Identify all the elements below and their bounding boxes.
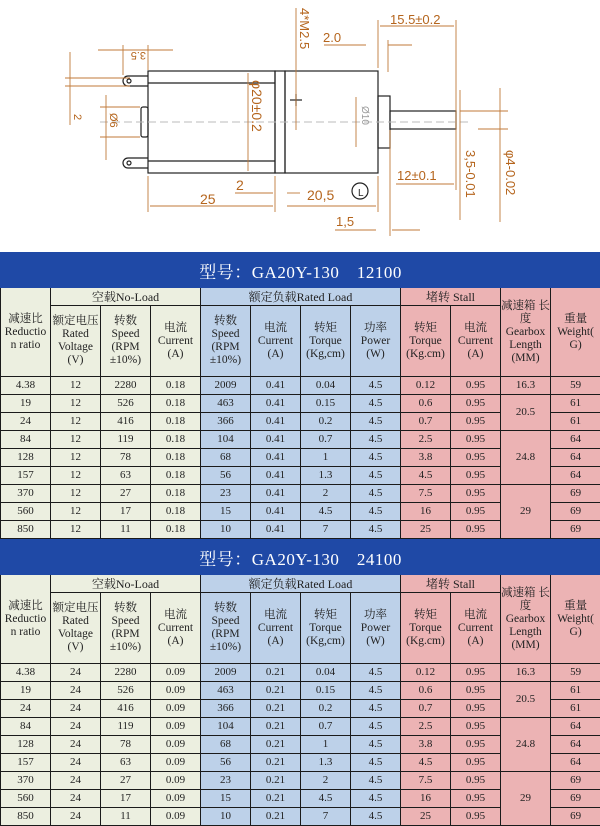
cell-voltage: 24 [51,790,101,808]
cell-rl-torque: 7 [301,808,351,826]
cell-rl-current: 0.41 [251,521,301,539]
cell-ratio: 84 [1,431,51,449]
cell-rl-speed: 23 [201,772,251,790]
table-row [1,772,600,790]
cell-st-torque: 25 [401,808,451,826]
header-nl-speed: 转数 Speed (RPM ±10%) [101,306,151,377]
dim-motor-length: 25 [200,191,216,207]
cell-nl-speed: 63 [101,754,151,772]
cell-weight: 69 [551,808,600,826]
cell-st-torque: 0.6 [401,682,451,700]
cell-voltage: 24 [51,772,101,790]
cell-rl-power: 4.5 [351,449,401,467]
cell-ratio: 850 [1,521,51,539]
spec-table-24v [0,539,600,826]
cell-st-torque: 4.5 [401,467,451,485]
cell-st-torque: 2.5 [401,431,451,449]
cell-nl-speed: 526 [101,682,151,700]
cell-rl-current: 0.21 [251,700,301,718]
cell-rl-torque: 1.3 [301,754,351,772]
cell-weight: 64 [551,467,600,485]
header-st-current: 电流 Current (A) [451,593,501,664]
header-reduction-ratio: 减速比 Reductio n ratio [1,288,51,377]
header-nl-current: 电流 Current (A) [151,593,201,664]
spec-table-12v [0,252,600,539]
cell-ratio: 157 [1,754,51,772]
cell-weight: 69 [551,485,600,503]
cell-voltage: 12 [51,503,101,521]
cell-rl-speed: 104 [201,718,251,736]
cell-st-torque: 16 [401,790,451,808]
technical-drawing-icon [0,0,600,252]
dim-flange-gap: 2.0 [323,30,341,45]
header-rl-torque: 转矩 Torque (Kg,cm) [301,306,351,377]
header-rated-voltage: 额定电压Rated Voltage (V) [51,306,101,377]
cell-weight: 69 [551,521,600,539]
dim-terminal-spacing: 3.5 [131,49,146,61]
table-body-24v [1,664,600,826]
cell-ratio: 128 [1,736,51,754]
cell-rl-torque: 0.04 [301,664,351,682]
cell-ratio: 128 [1,449,51,467]
dim-shaft-length: 12±0.1 [397,168,437,183]
cell-weight: 69 [551,503,600,521]
dim-boss-diameter: Ø6 [107,113,119,128]
cell-rl-power: 4.5 [351,700,401,718]
cell-nl-speed: 27 [101,485,151,503]
cell-rl-torque: 0.04 [301,377,351,395]
cell-nl-speed: 2280 [101,377,151,395]
cell-st-torque: 7.5 [401,485,451,503]
cell-voltage: 12 [51,467,101,485]
cell-rl-speed: 10 [201,808,251,826]
cell-rl-speed: 366 [201,700,251,718]
cell-voltage: 24 [51,718,101,736]
header-rl-current: 电流 Current (A) [251,593,301,664]
table-row [1,682,600,700]
cell-gearbox-length: 24.8 [501,431,551,485]
cell-rl-speed: 104 [201,431,251,449]
cell-ratio: 560 [1,790,51,808]
cell-voltage: 24 [51,700,101,718]
model-title-24v: 型号：GA20Y-130 24100 [1,540,600,575]
motor-dimension-drawing [0,0,600,252]
cell-rl-speed: 15 [201,790,251,808]
cell-rl-speed: 2009 [201,664,251,682]
cell-nl-current: 0.18 [151,485,201,503]
cell-ratio: 370 [1,772,51,790]
header-nl-speed: 转数 Speed (RPM ±10%) [101,593,151,664]
cell-rl-power: 4.5 [351,467,401,485]
cell-st-torque: 25 [401,521,451,539]
dim-shaft-flat: 3,5-0.01 [463,150,478,198]
cell-nl-speed: 17 [101,790,151,808]
cell-rl-torque: 1 [301,449,351,467]
cell-rl-power: 4.5 [351,718,401,736]
cell-weight: 61 [551,413,600,431]
cell-ratio: 850 [1,808,51,826]
cell-st-current: 0.95 [451,808,501,826]
cell-rl-torque: 0.15 [301,395,351,413]
cell-rl-power: 4.5 [351,503,401,521]
table-row [1,664,600,682]
cell-rl-current: 0.41 [251,413,301,431]
cell-rl-speed: 2009 [201,377,251,395]
cell-nl-current: 0.09 [151,754,201,772]
cell-voltage: 12 [51,485,101,503]
group-stall: 堵转 Stall [401,575,501,593]
cell-st-current: 0.95 [451,431,501,449]
cell-st-current: 0.95 [451,682,501,700]
header-rl-speed: 转数 Speed (RPM ±10%) [201,593,251,664]
cell-voltage: 12 [51,395,101,413]
cell-rl-current: 0.41 [251,485,301,503]
dim-terminal-offset: 2 [71,114,83,120]
cell-st-current: 0.95 [451,700,501,718]
cell-rl-power: 4.5 [351,485,401,503]
cell-nl-current: 0.18 [151,503,201,521]
cell-st-torque: 3.8 [401,449,451,467]
cell-rl-power: 4.5 [351,377,401,395]
cell-st-torque: 0.7 [401,700,451,718]
table-row [1,395,600,413]
cell-rl-torque: 1.3 [301,467,351,485]
cell-st-current: 0.95 [451,503,501,521]
header-rl-power: 功率 Power (W) [351,306,401,377]
cell-rl-torque: 2 [301,772,351,790]
cell-rl-current: 0.41 [251,449,301,467]
cell-rl-current: 0.41 [251,467,301,485]
cell-voltage: 24 [51,682,101,700]
cell-gearbox-length: 20.5 [501,395,551,431]
cell-voltage: 12 [51,431,101,449]
cell-voltage: 24 [51,754,101,772]
header-rl-power: 功率 Power (W) [351,593,401,664]
cell-nl-speed: 11 [101,808,151,826]
header-nl-current: 电流 Current (A) [151,306,201,377]
cell-rl-speed: 366 [201,413,251,431]
cell-rl-speed: 463 [201,682,251,700]
cell-nl-speed: 416 [101,700,151,718]
cell-nl-current: 0.09 [151,772,201,790]
cell-nl-speed: 2280 [101,664,151,682]
cell-weight: 64 [551,718,600,736]
cell-st-torque: 0.6 [401,395,451,413]
dim-mount-holes: 4*M2.5 [297,8,312,49]
cell-st-current: 0.95 [451,736,501,754]
dim-shaft-diameter: φ4-0.02 [503,150,518,195]
model-title-12v: 型号：GA20Y-130 12100 [1,253,600,288]
cell-rl-current: 0.41 [251,431,301,449]
cell-rl-speed: 15 [201,503,251,521]
cell-st-current: 0.95 [451,485,501,503]
cell-st-torque: 16 [401,503,451,521]
cell-rl-power: 4.5 [351,772,401,790]
header-st-torque: 转矩 Torque (Kg.cm) [401,593,451,664]
cell-st-torque: 7.5 [401,772,451,790]
cell-nl-speed: 27 [101,772,151,790]
cell-st-torque: 2.5 [401,718,451,736]
cell-rl-torque: 0.7 [301,718,351,736]
cell-nl-speed: 78 [101,449,151,467]
cell-weight: 64 [551,449,600,467]
cell-rl-current: 0.41 [251,395,301,413]
cell-rl-power: 4.5 [351,521,401,539]
cell-weight: 59 [551,377,600,395]
dim-gap-2: 2 [236,177,244,193]
cell-nl-current: 0.18 [151,521,201,539]
cell-rl-torque: 0.7 [301,431,351,449]
cell-ratio: 24 [1,413,51,431]
table-row [1,718,600,736]
cell-rl-current: 0.21 [251,772,301,790]
cell-nl-current: 0.09 [151,790,201,808]
cell-weight: 69 [551,790,600,808]
cell-rl-current: 0.21 [251,718,301,736]
cell-nl-speed: 63 [101,467,151,485]
cell-weight: 61 [551,395,600,413]
cell-ratio: 24 [1,700,51,718]
cell-nl-current: 0.09 [151,718,201,736]
cell-nl-speed: 17 [101,503,151,521]
cell-rl-torque: 2 [301,485,351,503]
header-st-torque: 转矩 Torque (Kg.cm) [401,306,451,377]
cell-rl-torque: 7 [301,521,351,539]
cell-rl-speed: 68 [201,736,251,754]
cell-rl-power: 4.5 [351,754,401,772]
cell-nl-current: 0.09 [151,736,201,754]
cell-gearbox-length: 29 [501,772,551,826]
cell-voltage: 12 [51,521,101,539]
cell-voltage: 24 [51,808,101,826]
cell-nl-current: 0.18 [151,413,201,431]
cell-weight: 59 [551,664,600,682]
header-rl-current: 电流 Current (A) [251,306,301,377]
cell-rl-power: 4.5 [351,395,401,413]
cell-rl-speed: 56 [201,754,251,772]
cell-rl-speed: 68 [201,449,251,467]
cell-st-current: 0.95 [451,395,501,413]
cell-nl-speed: 78 [101,736,151,754]
header-rl-speed: 转数 Speed (RPM ±10%) [201,306,251,377]
cell-ratio: 560 [1,503,51,521]
cell-st-current: 0.95 [451,790,501,808]
dim-shaft-total: 15.5±0.2 [390,12,441,27]
cell-gearbox-length: 29 [501,485,551,539]
cell-nl-current: 0.18 [151,431,201,449]
dim-output-boss: Ø10 [359,106,370,125]
cell-st-current: 0.95 [451,377,501,395]
header-gearbox-length: 减速箱 长度 Gearbox Length (MM) [501,288,551,377]
cell-ratio: 19 [1,682,51,700]
cell-rl-power: 4.5 [351,790,401,808]
cell-rl-torque: 4.5 [301,503,351,521]
cell-rl-current: 0.41 [251,377,301,395]
dim-boss-height: 1,5 [336,214,354,229]
header-reduction-ratio: 减速比 Reductio n ratio [1,575,51,664]
cell-st-current: 0.95 [451,772,501,790]
cell-st-torque: 0.7 [401,413,451,431]
cell-nl-current: 0.09 [151,682,201,700]
cell-st-current: 0.95 [451,521,501,539]
cell-nl-current: 0.09 [151,700,201,718]
cell-rl-current: 0.21 [251,808,301,826]
cell-weight: 64 [551,754,600,772]
cell-st-current: 0.95 [451,449,501,467]
table-row [1,431,600,449]
cell-voltage: 12 [51,413,101,431]
table-body-12v [1,377,600,539]
cell-nl-current: 0.18 [151,449,201,467]
cell-st-torque: 0.12 [401,377,451,395]
cell-weight: 64 [551,431,600,449]
cell-rl-power: 4.5 [351,736,401,754]
cell-rl-power: 4.5 [351,664,401,682]
cell-nl-speed: 11 [101,521,151,539]
header-weight: 重量 Weight( G) [551,288,600,377]
cell-st-current: 0.95 [451,664,501,682]
cell-st-current: 0.95 [451,413,501,431]
cell-st-torque: 3.8 [401,736,451,754]
cell-ratio: 4.38 [1,664,51,682]
cell-gearbox-length: 16.3 [501,377,551,395]
cell-rl-power: 4.5 [351,413,401,431]
cell-rl-torque: 4.5 [301,790,351,808]
group-rated-load: 额定负载Rated Load [201,288,401,306]
cell-st-torque: 4.5 [401,754,451,772]
cell-nl-speed: 119 [101,718,151,736]
cell-rl-power: 4.5 [351,431,401,449]
cell-gearbox-length: 16.3 [501,664,551,682]
header-st-current: 电流 Current (A) [451,306,501,377]
cell-voltage: 12 [51,449,101,467]
group-stall: 堵转 Stall [401,288,501,306]
cell-st-torque: 0.12 [401,664,451,682]
cell-nl-speed: 119 [101,431,151,449]
group-rated-load: 额定负载Rated Load [201,575,401,593]
cell-rl-speed: 10 [201,521,251,539]
cell-rl-current: 0.21 [251,664,301,682]
cell-ratio: 19 [1,395,51,413]
cell-nl-speed: 416 [101,413,151,431]
cell-rl-current: 0.21 [251,754,301,772]
header-rated-voltage: 额定电压Rated Voltage (V) [51,593,101,664]
dim-gearbox-symbol: L [358,188,364,199]
cell-weight: 61 [551,682,600,700]
header-rl-torque: 转矩 Torque (Kg,cm) [301,593,351,664]
cell-weight: 61 [551,700,600,718]
cell-ratio: 4.38 [1,377,51,395]
cell-rl-current: 0.21 [251,682,301,700]
table-row [1,377,600,395]
cell-st-current: 0.95 [451,718,501,736]
dim-gearbox-length: 20,5 [307,187,334,203]
cell-nl-current: 0.18 [151,377,201,395]
cell-ratio: 370 [1,485,51,503]
cell-rl-speed: 56 [201,467,251,485]
cell-weight: 64 [551,736,600,754]
cell-gearbox-length: 20.5 [501,682,551,718]
cell-rl-speed: 463 [201,395,251,413]
cell-nl-current: 0.09 [151,664,201,682]
cell-voltage: 12 [51,377,101,395]
cell-rl-current: 0.21 [251,736,301,754]
cell-ratio: 157 [1,467,51,485]
table-row [1,485,600,503]
cell-voltage: 24 [51,664,101,682]
cell-nl-current: 0.18 [151,395,201,413]
group-no-load: 空载No-Load [51,288,201,306]
cell-nl-speed: 526 [101,395,151,413]
cell-ratio: 84 [1,718,51,736]
cell-rl-current: 0.21 [251,790,301,808]
group-no-load: 空载No-Load [51,575,201,593]
cell-rl-torque: 0.2 [301,700,351,718]
cell-rl-current: 0.41 [251,503,301,521]
cell-nl-current: 0.09 [151,808,201,826]
cell-weight: 69 [551,772,600,790]
cell-rl-torque: 0.2 [301,413,351,431]
dim-motor-diameter: φ20±0.2 [249,80,265,132]
cell-gearbox-length: 24.8 [501,718,551,772]
cell-nl-current: 0.18 [151,467,201,485]
cell-rl-torque: 1 [301,736,351,754]
cell-rl-power: 4.5 [351,682,401,700]
cell-rl-torque: 0.15 [301,682,351,700]
header-weight: 重量 Weight( G) [551,575,600,664]
cell-rl-power: 4.5 [351,808,401,826]
cell-st-current: 0.95 [451,467,501,485]
cell-rl-speed: 23 [201,485,251,503]
cell-st-current: 0.95 [451,754,501,772]
cell-voltage: 24 [51,736,101,754]
header-gearbox-length: 减速箱 长度 Gearbox Length (MM) [501,575,551,664]
